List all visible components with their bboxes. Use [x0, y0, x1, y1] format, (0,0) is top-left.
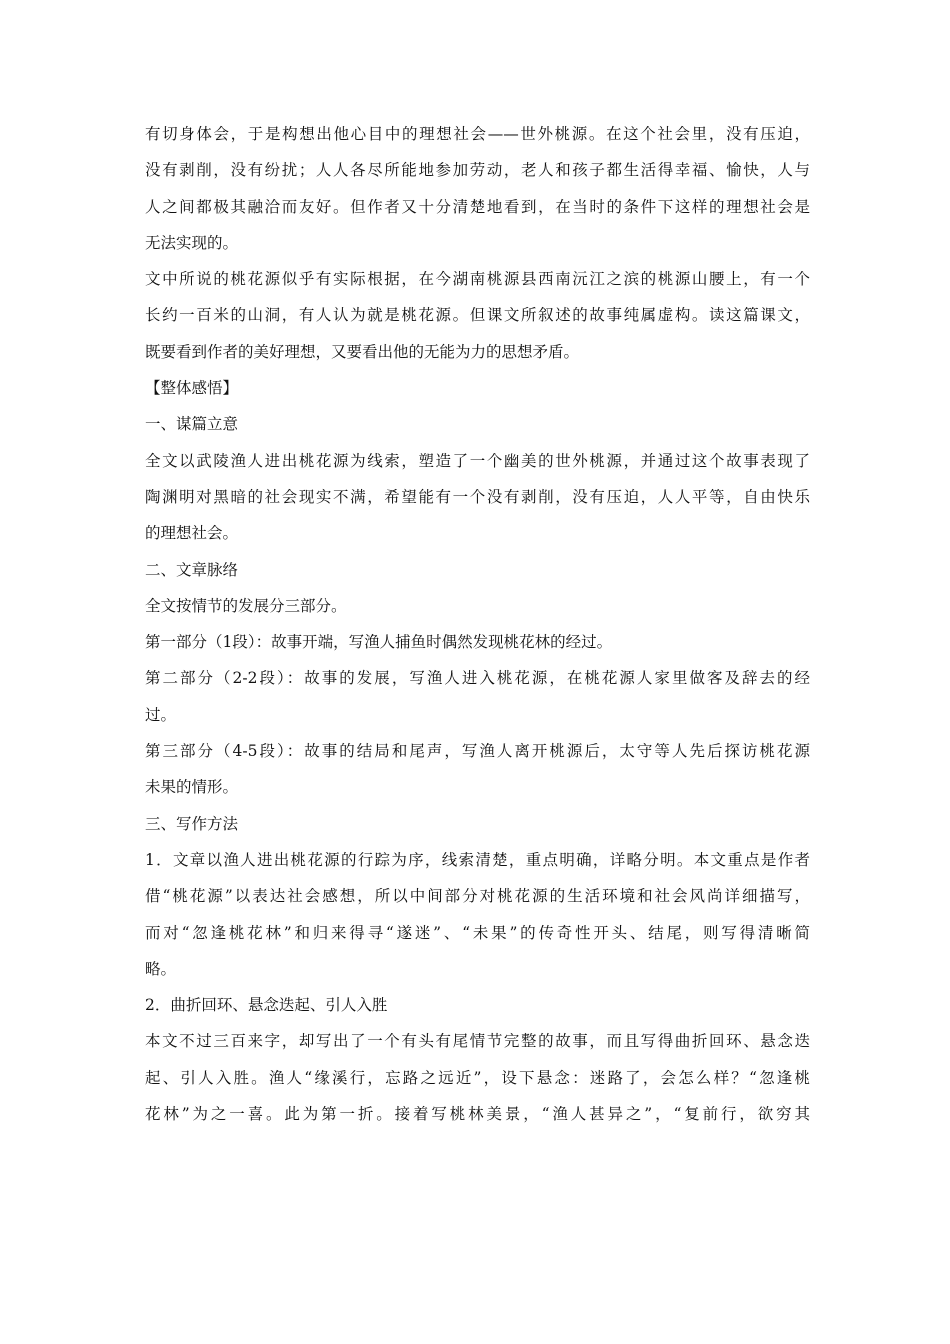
text-line: 既要看到作者的美好理想，又要看出他的无能为力的思想矛盾。 [145, 342, 580, 361]
text-line: 全文以武陵渔人进出桃花源为线索，塑造了一个幽美的世外桃源，并通过这个故事表现了 [145, 451, 810, 470]
text-line: 第三部分（4-5段）：故事的结局和尾声，写渔人离开桃源后，太守等人先后探访桃花源 [145, 742, 810, 761]
text-line: 的理想社会。 [145, 524, 239, 543]
text-line: 花林”为之一喜。此为第一折。接着写桃林美景，“渔人甚异之”，“复前行，欲穷其 [145, 1105, 810, 1124]
subsection-heading: 2．曲折回环、悬念迭起、引人入胜 [145, 996, 388, 1015]
text-line: 1．文章以渔人进出桃花源的行踪为序，线索清楚，重点明确，详略分明。本文重点是作者 [145, 850, 810, 869]
text-line: 未果的情形。 [145, 778, 239, 797]
text-line: 有切身体会，于是构想出他心目中的理想社会——世外桃源。在这个社会里，没有压迫， [145, 125, 810, 143]
text-line: 第一部分（1段）：故事开端，写渔人捕鱼时偶然发现桃花林的经过。 [145, 633, 613, 652]
text-line: 第二部分（2-2段）：故事的发展，写渔人进入桃花源，在桃花源人家里做客及辞去的经 [145, 669, 810, 688]
body-text [145, 116, 810, 1132]
subsection-heading: 二、文章脉络 [145, 560, 239, 579]
text-line: 本文不过三百来字，却写出了一个有头有尾情节完整的故事，而且写得曲折回环、悬念迭 [145, 1032, 810, 1051]
text-line: 全文按情节的发展分三部分。 [145, 596, 347, 615]
text-line: 略。 [145, 959, 177, 978]
text-line: 无法实现的。 [145, 233, 239, 252]
text-line: 起、引人入胜。渔人“缘溪行，忘路之远近”，设下悬念：迷路了，会怎么样？“忽逢桃 [145, 1068, 810, 1087]
text-line: 人之间都极其融洽而友好。但作者又十分清楚地看到，在当时的条件下这样的理想社会是 [145, 197, 810, 216]
subsection-heading: 三、写作方法 [145, 814, 239, 833]
text-line: 文中所说的桃花源似乎有实际根据，在今湖南桃源县西南沅江之滨的桃源山腰上，有一个 [145, 270, 810, 289]
section-heading: 【整体感悟】 [145, 379, 239, 398]
text-line: 陶渊明对黑暗的社会现实不满，希望能有一个没有剥削，没有压迫，人人平等，自由快乐 [145, 487, 810, 506]
subsection-heading: 一、谋篇立意 [145, 415, 239, 434]
text-line: 过。 [145, 705, 177, 724]
text-line: 长约一百米的山洞，有人认为就是桃花源。但课文所叙述的故事纯属虚构。读这篇课文， [145, 306, 810, 325]
text-line: 借“桃花源”以表达社会感想，所以中间部分对桃花源的生活环境和社会风尚详细描写， [145, 887, 810, 906]
text-line: 没有剥削，没有纷扰；人人各尽所能地参加劳动，老人和孩子都生活得幸福、愉快，人与 [145, 161, 810, 180]
text-line: 而对“忽逢桃花林”和归来得寻“遂迷”、“未果”的传奇性开头、结尾，则写得清晰简 [145, 923, 810, 942]
